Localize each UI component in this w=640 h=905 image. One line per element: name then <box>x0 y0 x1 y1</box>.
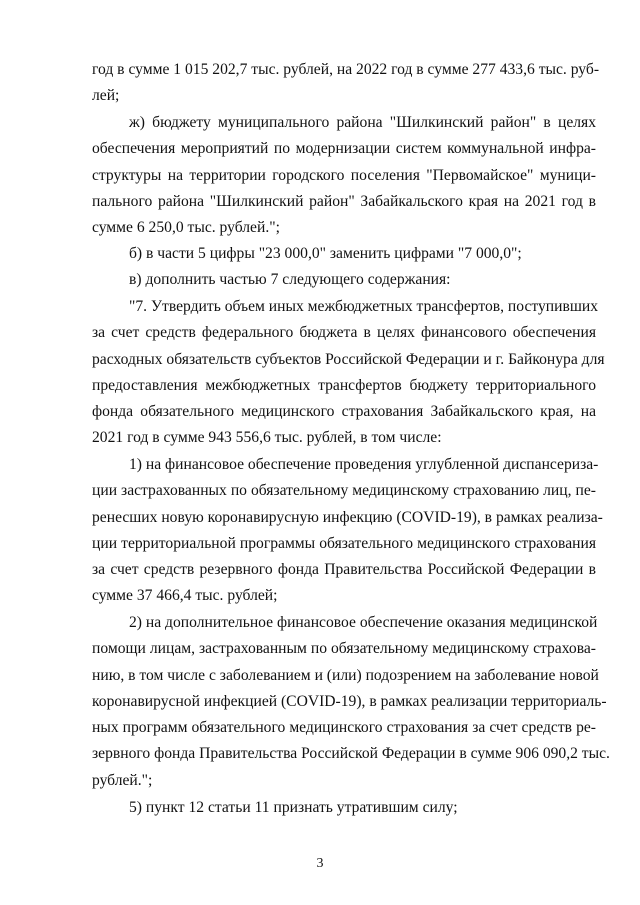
text-line: в) дополнить частью 7 следующего содержания: <box>129 271 451 288</box>
text-line: сумме 6 250,0 тыс. рублей."; <box>92 219 280 237</box>
text-line: ренесших новую коронавирусную инфекцию (COVID-19), в рамках реализа- <box>92 508 603 526</box>
text-line: лей; <box>92 87 120 105</box>
text-line: "7. Утвердить объем иных межбюджетных трансфертов, поступивших <box>129 298 598 315</box>
paragraph-continuation <box>92 57 600 110</box>
text-line: 1) на финансовое обеспечение проведения углубленной диспансериза- <box>129 456 599 473</box>
paragraph-b <box>92 241 596 267</box>
text-line: за счет средств федерального бюджета в целях финансового обеспечения <box>92 324 596 342</box>
text-line: нию, в том числе с заболеванием и (или) подозрением на заболевание новой <box>92 666 599 684</box>
text-line: ции застрахованных по обязательному медицинскому страхованию лиц, пе- <box>92 482 596 500</box>
page-number: 3 <box>316 856 324 871</box>
paragraph-item-2 <box>92 610 610 794</box>
text-line: год в сумме 1 015 202,7 тыс. рублей, на 2022 год в сумме 277 433,6 тыс. руб- <box>92 61 600 78</box>
text-line: пального района "Шилкинский район" Забайкальского края на 2021 год в <box>92 192 596 210</box>
text-line: структуры на территории городского поселения "Первомайское" муници- <box>92 166 596 184</box>
text-line: помощи лицам, застрахованным по обязательному медицинскому страхова- <box>92 640 596 658</box>
paragraph-part-7 <box>92 294 605 452</box>
text-line: за счет средств резервного фонда Правительства Российской Федерации в <box>92 561 596 579</box>
text-line: ж) бюджету муниципального района "Шилкинский район" в целях <box>129 114 596 131</box>
text-line: зервного фонда Правительства Российской Федерации в сумме 906 090,2 тыс. <box>92 745 610 763</box>
text-line: ции территориальной программы обязательного медицинского страхования <box>92 534 596 552</box>
text-line: расходных обязательств субъектов Российской Федерации и г. Байконура для <box>92 350 605 368</box>
paragraph-v <box>92 267 596 293</box>
text-line: обеспечения мероприятий по модернизации систем коммунальной инфра- <box>92 140 596 158</box>
text-line: б) в части 5 цифры "23 000,0" заменить цифрами "7 000,0"; <box>129 245 522 262</box>
text-line: 2021 год в сумме 943 556,6 тыс. рублей, в том числе: <box>92 429 442 447</box>
text-line: сумме 37 466,4 тыс. рублей; <box>92 587 278 605</box>
text-line: рублей."; <box>92 771 153 789</box>
paragraph-item-1 <box>92 452 603 610</box>
text-line: 2) на дополнительное финансовое обеспечение оказания медицинской <box>129 614 598 631</box>
text-line: ных программ обязательного медицинского страхования за счет средств ре- <box>92 719 596 737</box>
text-line: 5) пункт 12 статьи 11 признать утратившим силу; <box>129 799 458 816</box>
text-line: фонда обязательного медицинского страхования Забайкальского края, на <box>92 403 596 421</box>
paragraph-zh <box>92 110 596 241</box>
text-line: коронавирусной инфекцией (COVID-19), в рамках реализации территориаль- <box>92 692 607 710</box>
paragraph-item-5 <box>92 795 596 821</box>
text-line: предоставления межбюджетных трансфертов бюджету территориального <box>92 376 596 394</box>
